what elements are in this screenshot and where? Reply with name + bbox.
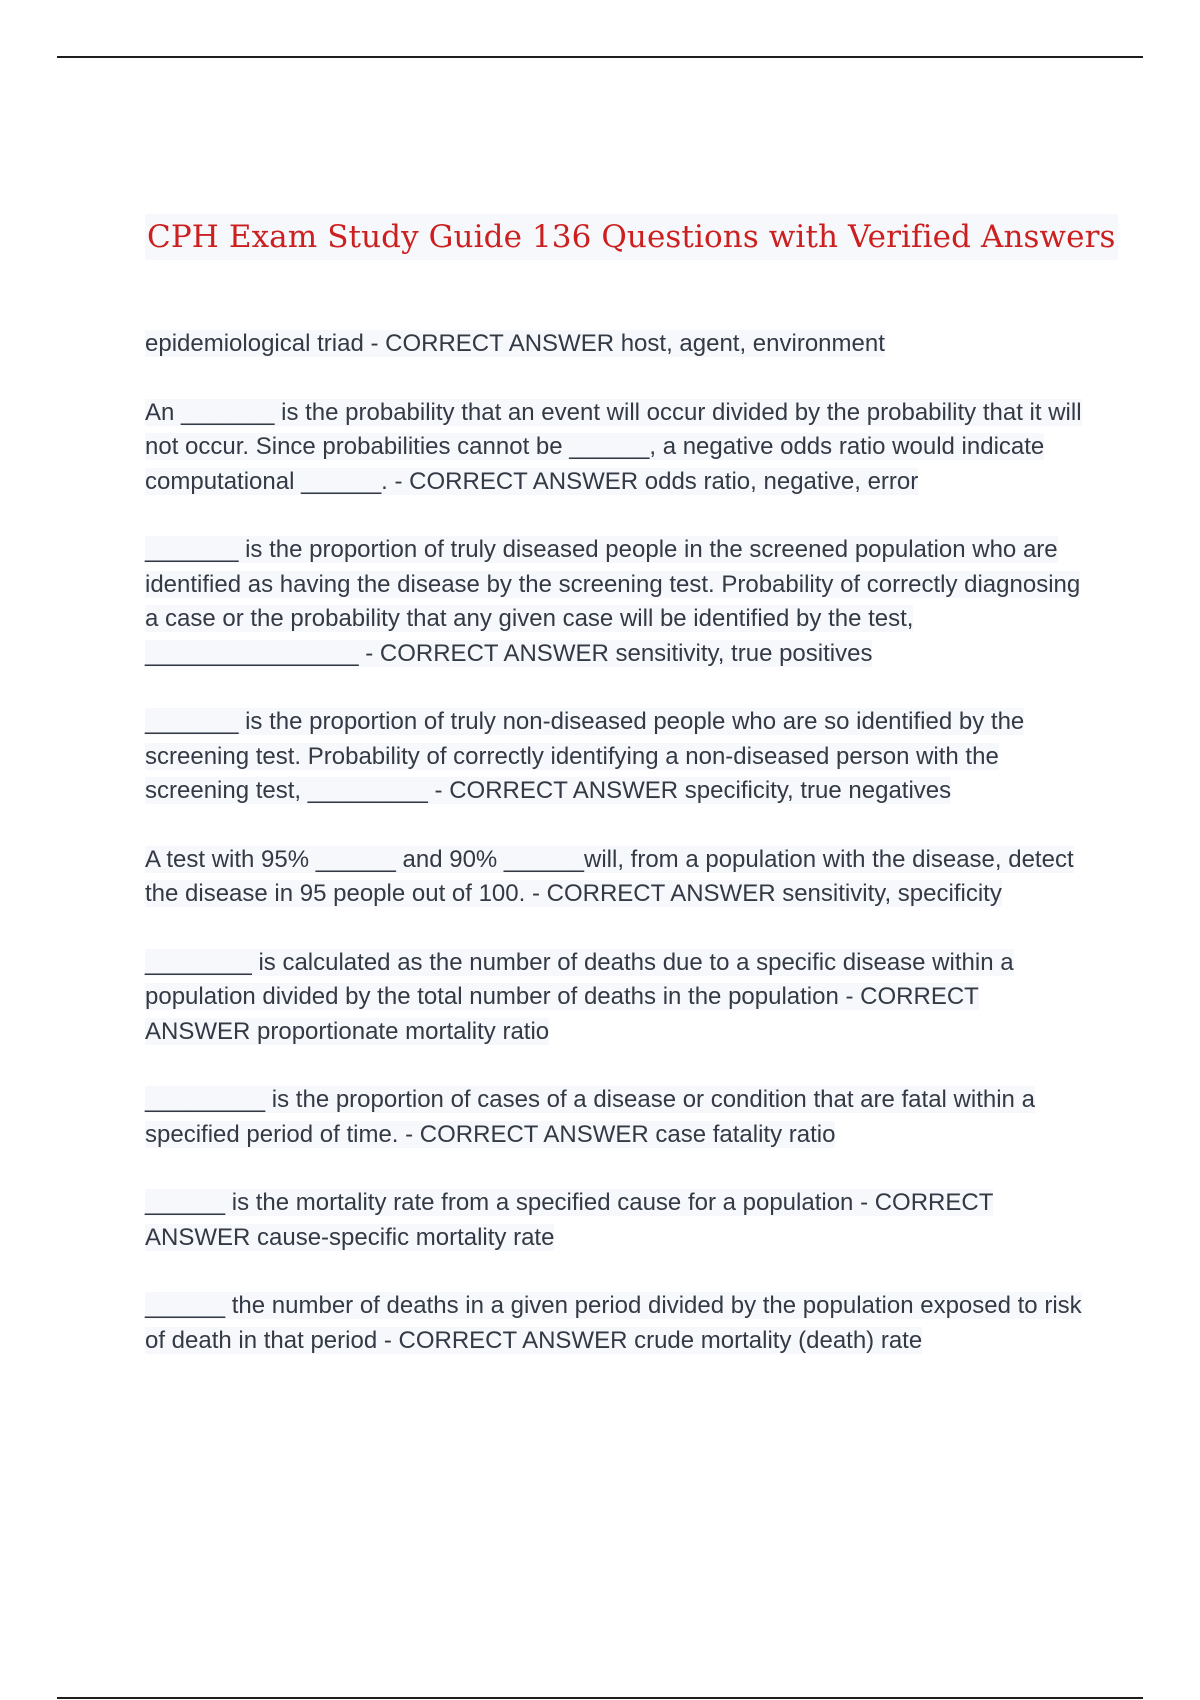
qa-item-text: An _______ is the probability that an event will occur divided by the probability that it will not occur. Since probabilities cannot be ______, a negative odds ratio would indicate computational ______. - CORRECT ANSWER odds ratio, negative, error bbox=[145, 398, 1082, 495]
qa-item-4 bbox=[145, 705, 1085, 809]
header-rule bbox=[57, 56, 1143, 58]
qa-item-text: _______ is the proportion of truly non-diseased people who are so identified by the screening test. Probability of correctly identifying a non-diseased person with the screening test, _________ - CORRECT ANSWER specificity, true negatives bbox=[145, 708, 1025, 804]
qa-item-text: ________ is calculated as the number of deaths due to a specific disease within a population divided by the total number of deaths in the population - CORRECT ANSWER proportionate mortality ratio bbox=[145, 948, 1014, 1045]
qa-item-text: _______ is the proportion of truly diseased people in the screened population who are identified as having the disease by the screening test. Probability of correctly diagnosing a case or the probability that any given case will be identified by the test, ________________ - CORRECT ANSWER sensitivity, true positives bbox=[145, 536, 1081, 667]
document-title: CPH Exam Study Guide 136 Questions with Verified Answers bbox=[145, 214, 1118, 260]
qa-item-text: ______ is the mortality rate from a specified cause for a population - CORRECT ANSWER cause-specific mortality rate bbox=[145, 1189, 994, 1251]
qa-item-text: epidemiological triad - CORRECT ANSWER host, agent, environment bbox=[145, 330, 885, 357]
footer-rule bbox=[57, 1697, 1143, 1699]
qa-item-2 bbox=[145, 396, 1085, 500]
qa-item-9 bbox=[145, 1289, 1085, 1358]
question-answer-list bbox=[145, 327, 1085, 1358]
qa-item-5 bbox=[145, 843, 1085, 912]
qa-item-7 bbox=[145, 1083, 1085, 1152]
qa-item-3 bbox=[145, 533, 1085, 671]
qa-item-1 bbox=[145, 327, 1085, 362]
qa-item-text: _________ is the proportion of cases of a disease or condition that are fatal within a specified period of time. - CORRECT ANSWER case fatality ratio bbox=[145, 1086, 1035, 1148]
qa-item-6 bbox=[145, 946, 1085, 1050]
qa-item-8 bbox=[145, 1186, 1085, 1255]
qa-item-text: ______ the number of deaths in a given period divided by the population exposed to risk of death in that period - CORRECT ANSWER crude mortality (death) rate bbox=[145, 1292, 1082, 1354]
qa-item-text: A test with 95% ______ and 90% ______will, from a population with the disease, detect the disease in 95 people out of 100. - CORRECT ANSWER sensitivity, specificity bbox=[145, 845, 1074, 907]
